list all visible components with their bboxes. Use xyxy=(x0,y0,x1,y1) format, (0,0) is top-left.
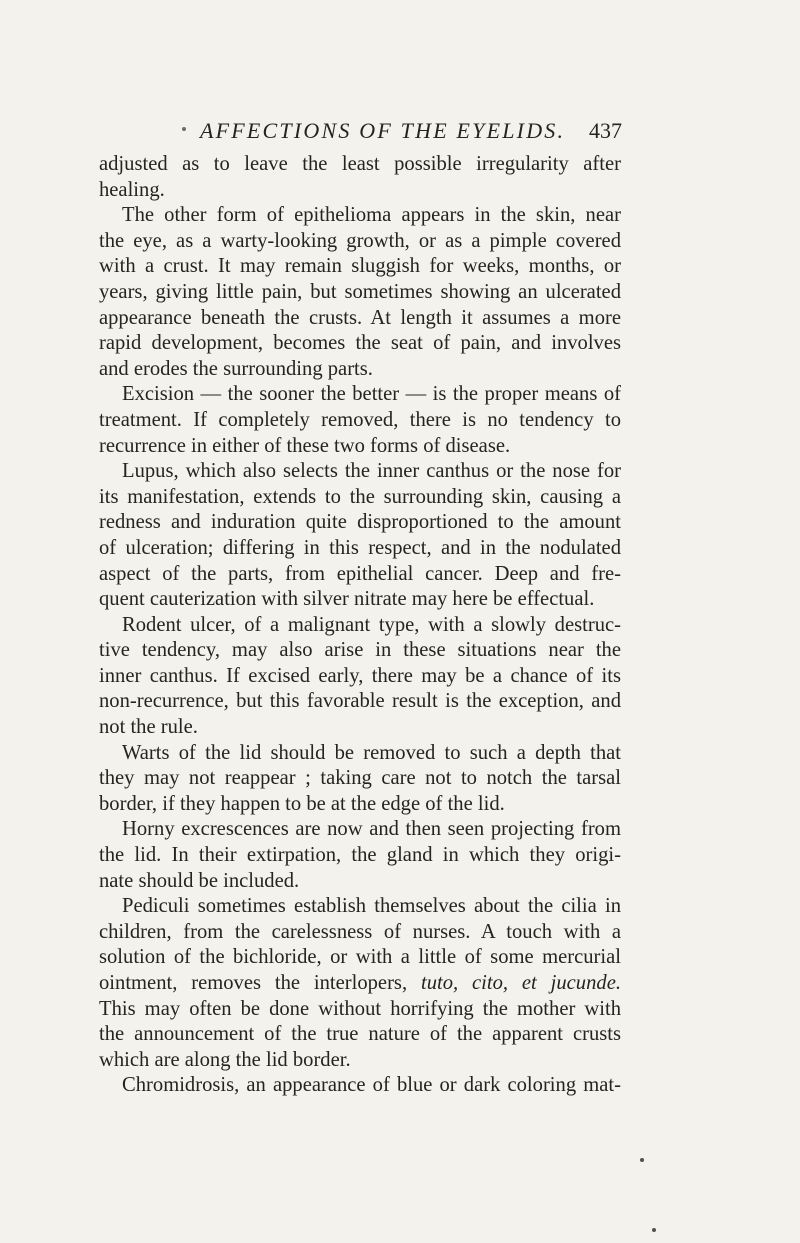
text-line xyxy=(99,280,621,306)
text-line-content: adjusted as to leave the least possible irregularity after xyxy=(99,153,621,175)
text-line-content: years, giving little pain, but sometimes showing an ulcerated xyxy=(99,280,621,303)
text-line-content: border, if they happen to be at the edge of the lid. xyxy=(99,792,505,815)
text-line-content: solution of the bichloride, or with a little of some mercurial xyxy=(99,946,621,969)
text-line xyxy=(99,664,621,690)
body-text xyxy=(99,152,621,1099)
text-line-content: redness and induration quite disproportioned to the amount xyxy=(99,511,621,534)
text-line xyxy=(99,331,621,357)
text-line-content: not the rule. xyxy=(99,716,198,739)
text-line-content: ointment, removes the interlopers, xyxy=(99,972,421,994)
text-line xyxy=(99,1073,621,1099)
margin-speck xyxy=(640,1158,644,1162)
text-line xyxy=(99,741,621,767)
text-line xyxy=(99,894,621,920)
running-header xyxy=(200,118,622,148)
text-line-content: Excision — the sooner the better — is the proper means of xyxy=(122,383,621,406)
text-line-content: non-recurrence, but this favorable result is the exception, and xyxy=(99,690,621,713)
text-line-content: treatment. If completely removed, there is no tendency to xyxy=(99,408,621,431)
running-title: AFFECTIONS OF THE EYELIDS. xyxy=(200,118,566,143)
text-line-content: healing. xyxy=(99,178,165,201)
text-line xyxy=(99,357,621,383)
text-line-content: Pediculi sometimes establish themselves about the cilia in xyxy=(122,895,621,918)
text-line-content: tive tendency, may also arise in these situations near the xyxy=(99,639,621,662)
text-line xyxy=(99,997,621,1023)
text-line xyxy=(99,587,621,613)
text-line xyxy=(99,945,621,971)
text-line xyxy=(99,254,621,280)
text-line xyxy=(99,766,621,792)
text-line xyxy=(99,408,621,434)
text-line xyxy=(99,1048,621,1074)
page-number: 437 xyxy=(589,118,622,143)
text-line xyxy=(99,613,621,639)
text-line-content: the lid. In their extirpation, the gland in which they origi- xyxy=(99,844,621,867)
text-line-content: recurrence in either of these two forms of disease. xyxy=(99,434,511,457)
text-line xyxy=(99,920,621,946)
text-line xyxy=(99,203,621,229)
printer-mark-dot xyxy=(182,127,186,131)
italic-phrase: tuto, cito, et jucunde. xyxy=(420,972,621,994)
text-line xyxy=(99,817,621,843)
text-line-content: Lupus, which also selects the inner canthus or the nose for xyxy=(122,460,621,483)
text-line xyxy=(99,715,621,741)
text-line xyxy=(99,229,621,255)
text-line-content: aspect of the parts, from epithelial cancer. Deep and fre- xyxy=(99,562,621,585)
text-line-content: Warts of the lid should be removed to such a depth that xyxy=(122,741,621,764)
text-line xyxy=(99,971,621,997)
text-line-content: with a crust. It may remain sluggish for weeks, months, or xyxy=(99,255,621,278)
text-line xyxy=(99,382,621,408)
text-line xyxy=(99,459,621,485)
text-line-content: Chromidrosis, an appearance of blue or dark coloring mat- xyxy=(122,1074,621,1097)
text-line xyxy=(99,1022,621,1048)
text-line-content: This may often be done without horrifying the mother with xyxy=(99,997,621,1020)
text-line xyxy=(99,638,621,664)
text-line xyxy=(99,689,621,715)
text-line-content: of ulceration; differing in this respect, and in the nodulated xyxy=(99,536,621,559)
text-line-content: nate should be included. xyxy=(99,869,300,892)
text-line xyxy=(99,306,621,332)
text-line xyxy=(99,434,621,460)
text-line-content: its manifestation, extends to the surrounding skin, causing a xyxy=(99,485,621,508)
text-line-content: appearance beneath the crusts. At length it assumes a more xyxy=(99,306,621,329)
text-line-content: and erodes the surrounding parts. xyxy=(99,357,373,380)
text-line-content: children, from the carelessness of nurses. A touch with a xyxy=(99,920,621,943)
text-line-content: Horny excrescences are now and then seen projecting from xyxy=(122,818,621,841)
margin-speck xyxy=(652,1228,656,1232)
text-line-content: inner canthus. If excised early, there may be a chance of its xyxy=(99,664,621,687)
text-line-content: the announcement of the true nature of the apparent crusts xyxy=(99,1023,621,1046)
text-line-content: rapid development, becomes the seat of pain, and involves xyxy=(99,332,621,355)
text-line xyxy=(99,510,621,536)
text-line xyxy=(99,485,621,511)
text-line-content: the eye, as a warty-looking growth, or as a pimple covered xyxy=(99,229,621,252)
text-line-content: The other form of epithelioma appears in the skin, near xyxy=(122,204,621,227)
text-line xyxy=(99,178,621,204)
text-line-content: they may not reappear ; taking care not to notch the tarsal xyxy=(99,767,621,790)
text-line xyxy=(99,869,621,895)
text-line-content: Rodent ulcer, of a malignant type, with a slowly destruc- xyxy=(122,613,621,636)
text-line xyxy=(99,152,621,178)
text-line xyxy=(99,562,621,588)
text-line xyxy=(99,792,621,818)
text-line-content: which are along the lid border. xyxy=(99,1048,351,1071)
text-line xyxy=(99,843,621,869)
text-line-content: quent cauterization with silver nitrate may here be effectual. xyxy=(99,588,595,611)
text-line xyxy=(99,536,621,562)
